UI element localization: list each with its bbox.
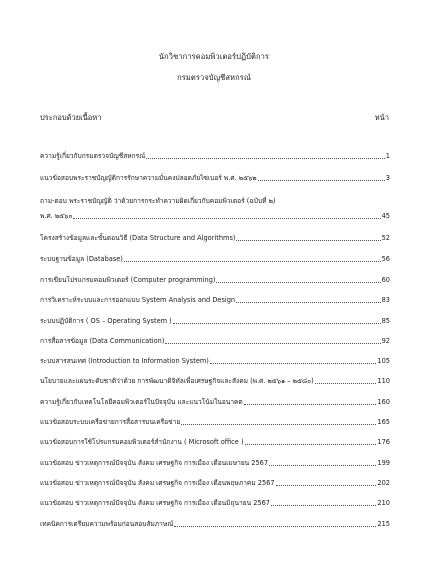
toc-entry-page: 3 <box>385 174 390 182</box>
toc-dot-leader <box>269 465 376 466</box>
toc-entry-title: ระบบฐานข้อมูล (Database) <box>40 255 123 263</box>
toc-dot-leader <box>244 404 377 405</box>
toc-entry <box>40 438 390 447</box>
toc-entry-title: ถาม-ตอบ พระราชบัญญัติ ว่าด้วยการกระทำความผิดเกี่ยวกับคอมพิวเตอร์ (ฉบับที่ ๒) <box>40 197 276 205</box>
toc-entry-title: พ.ศ. ๒๕๖๐ <box>40 212 73 220</box>
toc-entry <box>40 479 390 488</box>
toc-entry <box>40 174 390 183</box>
toc-entry-page: 210 <box>377 499 390 507</box>
toc-entry-page: 105 <box>377 357 390 365</box>
toc-entry-title: ความรู้เกี่ยวกับเทคโนโลยีคอมพิวเตอร์ในปัจจุบัน และแนวโน้มในอนาคต <box>40 398 243 406</box>
toc-entry-title: โครงสร้างข้อมูลและขั้นตอนวิธี (Data Structure and Algorithms) <box>40 234 236 242</box>
toc-entry-title: แนวข้อสอบ ข่าวเหตุการณ์ปัจจุบัน สังคม เศรษฐกิจ การเมือง เดือนเมษายน 2567 <box>40 459 269 467</box>
toc-entry <box>40 276 390 285</box>
contents-heading: ประกอบด้วยเนื้อหา <box>40 113 102 122</box>
toc-entry-title: ระบบสารสนเทศ (Introduction to Information System) <box>40 357 209 365</box>
toc-entry-title: ความรู้เกี่ยวกับกรมตรวจบัญชีสหกรณ์ <box>40 152 146 160</box>
toc-dot-leader <box>146 158 385 159</box>
toc-entry-page: 215 <box>377 520 390 528</box>
toc-dot-leader <box>124 261 381 262</box>
toc-entry-title: แนวข้อสอบ ข่าวเหตุการณ์ปัจจุบัน สังคม เศรษฐกิจ การเมือง เดือนมิถุนายน 2567 <box>40 499 270 507</box>
toc-dot-leader <box>165 343 380 344</box>
document-subtitle: กรมตรวจบัญชีสหกรณ์ <box>177 73 251 82</box>
toc-entry <box>40 197 390 206</box>
toc-entry <box>40 234 390 243</box>
toc-entry-title: แนวข้อสอบระบบเครือข่ายการสื่อสารบนเครือข่าย <box>40 418 181 426</box>
toc-entry-page: 110 <box>377 377 390 385</box>
toc-entry <box>40 152 390 161</box>
toc-entry-page: 85 <box>381 317 390 325</box>
toc-entry <box>40 317 390 326</box>
toc-entry-page: 202 <box>377 479 390 487</box>
document-title: นักวิชาการคอมพิวเตอร์ปฏิบัติการ <box>158 52 270 61</box>
toc-dot-leader <box>236 302 381 303</box>
toc-entry <box>40 337 390 346</box>
toc-dot-leader <box>210 363 377 364</box>
toc-entry <box>40 255 390 264</box>
toc-entry-page: 92 <box>381 337 390 345</box>
toc-dot-leader <box>236 240 380 241</box>
toc-entry <box>40 520 390 529</box>
toc-dot-leader <box>174 526 376 527</box>
toc-entry-page: 160 <box>377 398 390 406</box>
toc-entry-page: 60 <box>381 276 390 284</box>
toc-entry-page: 176 <box>377 438 390 446</box>
toc-entry <box>40 499 390 508</box>
toc-dot-leader <box>258 180 385 181</box>
toc-entry-page: 52 <box>381 234 390 242</box>
toc-entry <box>40 377 390 386</box>
toc-dot-leader <box>315 383 377 384</box>
toc-entry-title: การสื่อสารข้อมูล (Data Communication) <box>40 337 165 345</box>
toc-entry-title: เทคนิคการเตรียมความพร้อมก่อนสอบสัมภาษณ์ <box>40 520 174 528</box>
toc-entry <box>40 357 390 366</box>
toc-entry <box>40 296 390 305</box>
toc-entry-title: แนวข้อสอบพระราชบัญญัติการรักษาความมั่นคงปลอดภัยไซเบอร์ พ.ศ. ๒๕๖๒ <box>40 174 257 182</box>
toc-entry-page: 199 <box>377 459 390 467</box>
toc-entry-page: 45 <box>381 212 390 220</box>
page-column-heading: หน้า <box>374 113 389 122</box>
toc-dot-leader <box>216 282 380 283</box>
toc-entry-page: 56 <box>381 255 390 263</box>
toc-entry-page: 165 <box>377 418 390 426</box>
toc-entry-title: การวิเคราะห์ระบบและการออกแบบ System Analysis and Design <box>40 296 236 304</box>
toc-entry-title: นโยบายและแผนระดับชาติว่าด้วย การพัฒนาดิจิทัลเพื่อเศรษฐกิจและสังคม (พ.ศ. ๒๕๖๑ – ๒๕๘๐) <box>40 377 314 385</box>
toc-entry-title: การเขียนโปรแกรมคอมพิวเตอร์ (Computer programming) <box>40 276 216 284</box>
toc-entry <box>40 459 390 468</box>
toc-dot-leader <box>73 218 380 219</box>
toc-entry <box>40 398 390 407</box>
toc-entry-title: แนวข้อสอบ ข่าวเหตุการณ์ปัจจุบัน สังคม เศรษฐกิจ การเมือง เดือนพฤษภาคม 2567 <box>40 479 275 487</box>
toc-dot-leader <box>181 424 376 425</box>
toc-dot-leader <box>245 444 377 445</box>
toc-entry <box>40 418 390 427</box>
toc-entry <box>40 212 390 221</box>
toc-entry-title: ระบบปฏิบัติการ ( OS – Operating System ) <box>40 317 172 325</box>
toc-dot-leader <box>276 485 377 486</box>
toc-entry-page: 1 <box>385 152 390 160</box>
toc-entry-page: 83 <box>381 296 390 304</box>
toc-dot-leader <box>173 323 381 324</box>
toc-entry-title: แนวข้อสอบการใช้โปรแกรมคอมพิวเตอร์สำนักงาน ( Microsoft office ) <box>40 438 244 446</box>
toc-dot-leader <box>271 505 376 506</box>
